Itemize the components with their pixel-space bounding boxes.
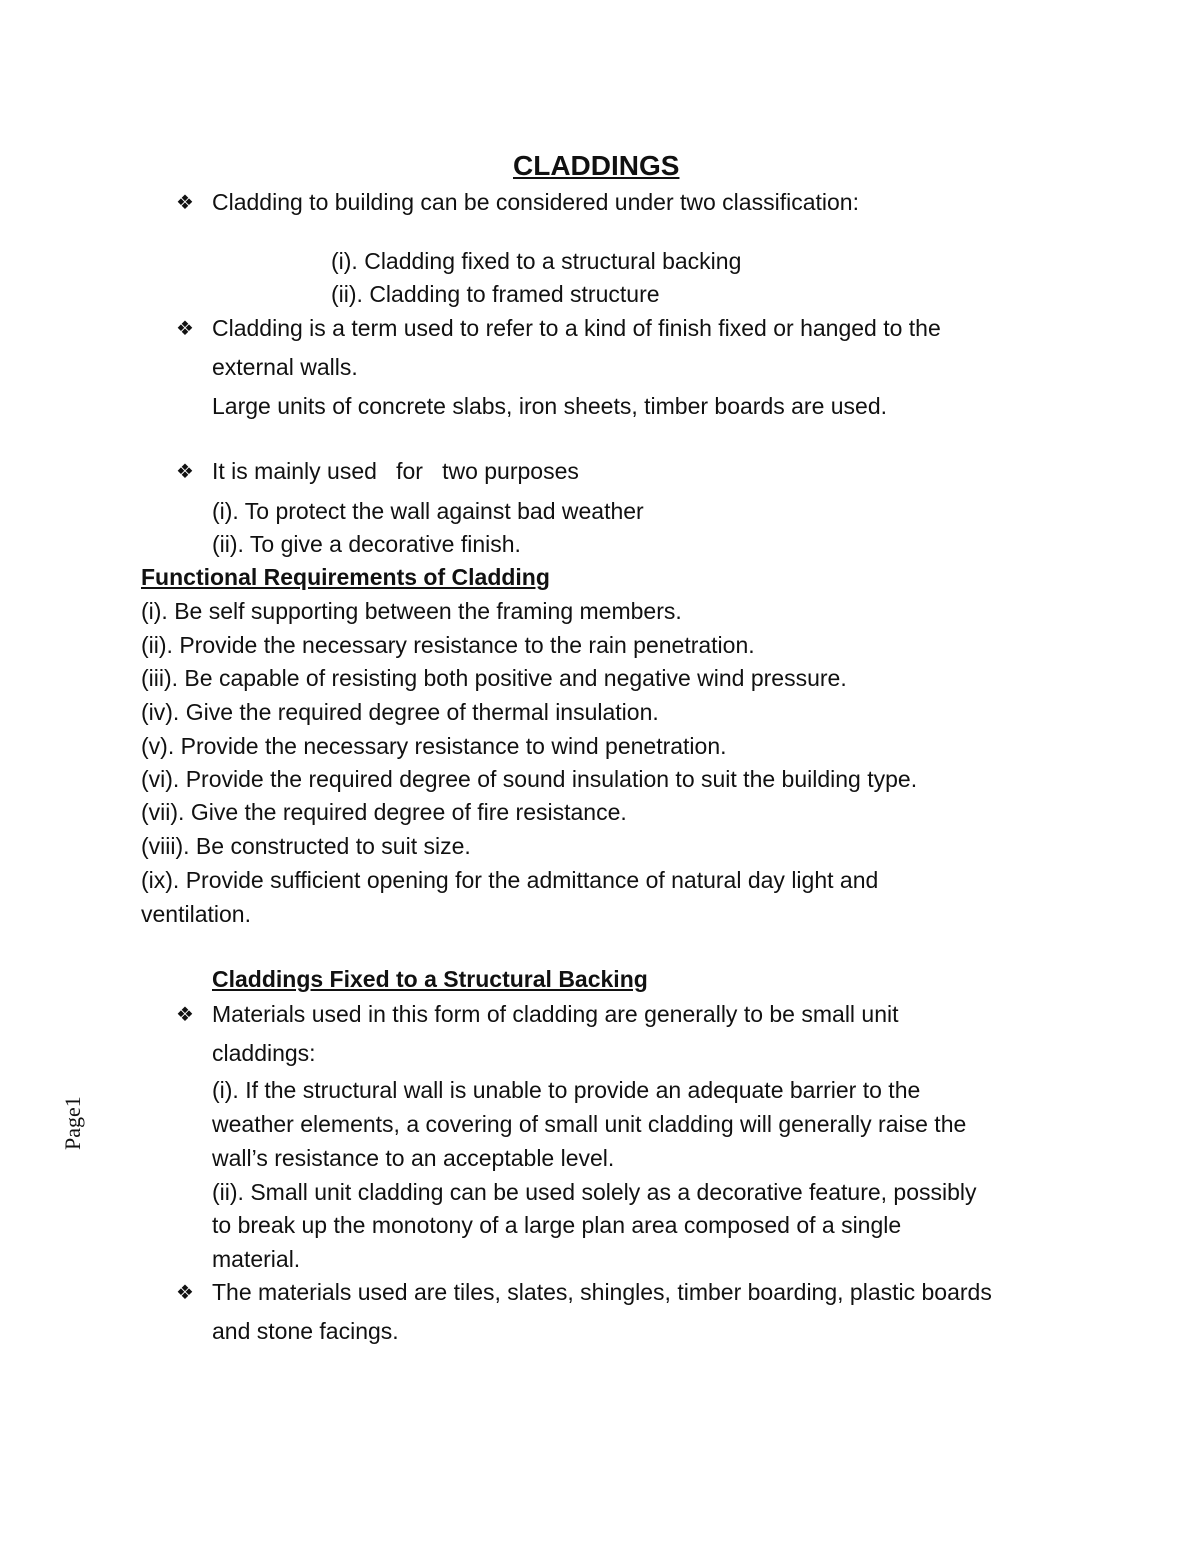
bullet-diamond-icon: ❖ xyxy=(176,1282,194,1304)
requirement-item: (iv). Give the required degree of thermal insulation. xyxy=(141,699,659,725)
page-title: CLADDINGS xyxy=(513,150,680,181)
intro-bullet-2-line-3: Large units of concrete slabs, iron sheets, timber boards are used. xyxy=(212,393,888,419)
structural-bullet-2-line-2: and stone facings. xyxy=(212,1318,399,1344)
page-number: Page1 xyxy=(60,1096,85,1150)
structural-point-2-line-1: (ii). Small unit cladding can be used solely as a decorative feature, possibly xyxy=(212,1179,977,1205)
structural-bullet-1-line-2: claddings: xyxy=(212,1040,316,1066)
structural-bullet-1-line-1: Materials used in this form of cladding are generally to be small unit xyxy=(212,1001,899,1027)
bullet-diamond-icon: ❖ xyxy=(176,192,194,214)
requirement-item: ventilation. xyxy=(141,901,251,927)
purpose-item-1: (i). To protect the wall against bad weather xyxy=(212,498,644,524)
requirement-item: (vi). Provide the required degree of sound insulation to suit the building type. xyxy=(141,766,918,792)
structural-backing-heading: Claddings Fixed to a Structural Backing xyxy=(212,966,648,992)
structural-point-1-line-1: (i). If the structural wall is unable to provide an adequate barrier to the xyxy=(212,1077,921,1103)
intro-bullet-2-line-1: Cladding is a term used to refer to a kind of finish fixed or hanged to the xyxy=(212,315,941,341)
requirement-item: (v). Provide the necessary resistance to wind penetration. xyxy=(141,733,727,759)
structural-point-1-line-2: weather elements, a covering of small unit cladding will generally raise the xyxy=(212,1111,967,1137)
purpose-item-2: (ii). To give a decorative finish. xyxy=(212,531,521,557)
bullet-diamond-icon: ❖ xyxy=(176,461,194,483)
bullet-diamond-icon: ❖ xyxy=(176,318,194,340)
requirement-item: (iii). Be capable of resisting both positive and negative wind pressure. xyxy=(141,665,847,691)
intro-bullet-2-line-2: external walls. xyxy=(212,354,358,380)
structural-point-2-line-3: material. xyxy=(212,1246,301,1272)
intro-bullet-3: It is mainly used for two purposes xyxy=(212,458,579,484)
requirement-item: (ix). Provide sufficient opening for the admittance of natural day light and xyxy=(141,867,879,893)
classification-item-2: (ii). Cladding to framed structure xyxy=(331,281,660,307)
structural-point-2-line-2: to break up the monotony of a large plan area composed of a single xyxy=(212,1212,902,1238)
requirement-item: (ii). Provide the necessary resistance to the rain penetration. xyxy=(141,632,755,658)
bullet-diamond-icon: ❖ xyxy=(176,1004,194,1026)
functional-requirements-heading: Functional Requirements of Cladding xyxy=(141,564,550,590)
requirement-item: (vii). Give the required degree of fire resistance. xyxy=(141,799,627,825)
requirement-item: (viii). Be constructed to suit size. xyxy=(141,833,471,859)
structural-point-1-line-3: wall’s resistance to an acceptable level. xyxy=(212,1145,615,1171)
classification-item-1: (i). Cladding fixed to a structural backing xyxy=(331,248,742,274)
structural-bullet-2-line-1: The materials used are tiles, slates, shingles, timber boarding, plastic boards xyxy=(212,1279,992,1305)
intro-bullet-1: Cladding to building can be considered under two classification: xyxy=(212,189,859,215)
requirement-item: (i). Be self supporting between the framing members. xyxy=(141,598,682,624)
